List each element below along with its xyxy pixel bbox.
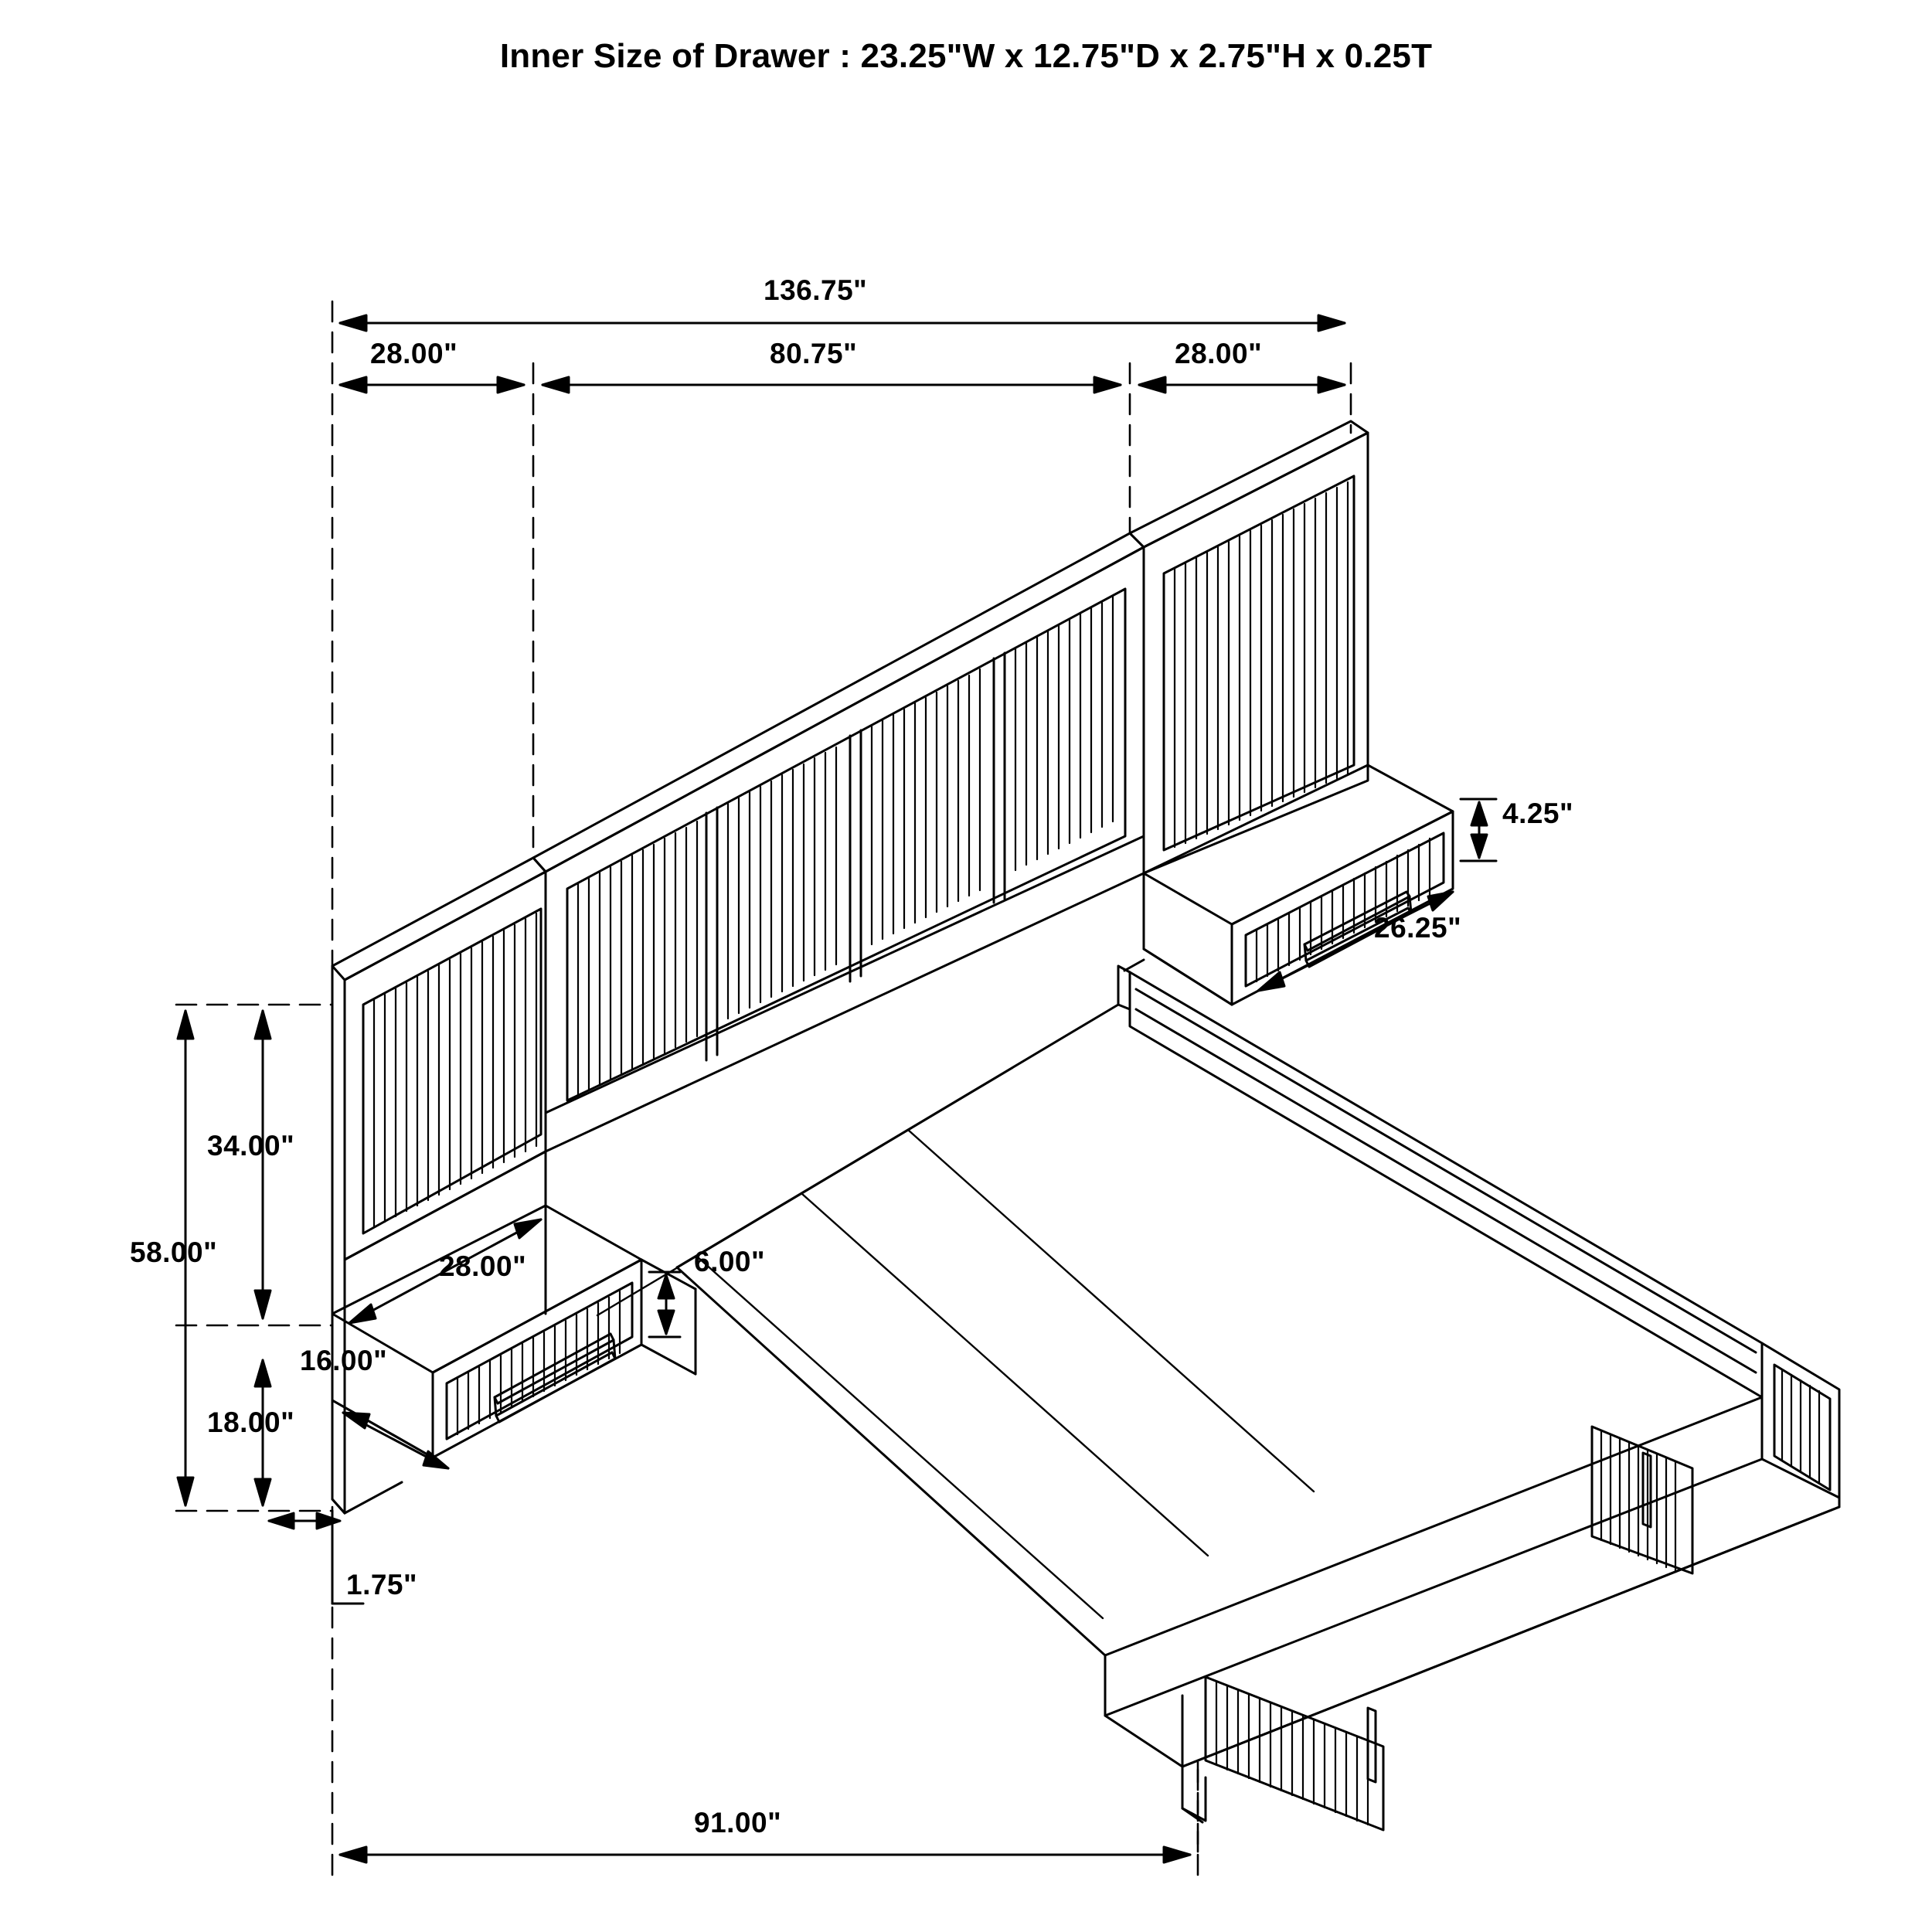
dim-headboard-panel-height-label: 34.00" <box>207 1130 295 1162</box>
dim-left-nightstand-width-label: 28.00" <box>370 338 458 369</box>
dim-left-nightstand-top-width-label: 28.00" <box>439 1250 527 1282</box>
dim-leg-clearance-label: 1.75" <box>346 1569 418 1600</box>
dim-overall-depth-label: 91.00" <box>694 1807 782 1838</box>
dim-overall-height-label: 58.00" <box>130 1236 218 1268</box>
dim-right-nightstand-depth-label: 26.25" <box>1374 912 1462 944</box>
page-title: Inner Size of Drawer : 23.25"W x 12.75"D x 2.75"H x 0.25T <box>499 37 1433 75</box>
dim-headboard-center-width-label: 80.75" <box>770 338 858 369</box>
dim-left-nightstand-depth-label: 16.00" <box>300 1345 388 1376</box>
dim-right-drawer-height-label: 4.25" <box>1502 798 1574 829</box>
dim-right-nightstand-width-label: 28.00" <box>1175 338 1263 369</box>
dim-overall-width-label: 136.75" <box>764 274 868 306</box>
dim-left-drawer-height-label: 6.00" <box>694 1246 766 1277</box>
dim-nightstand-base-height-label: 18.00" <box>207 1406 295 1438</box>
